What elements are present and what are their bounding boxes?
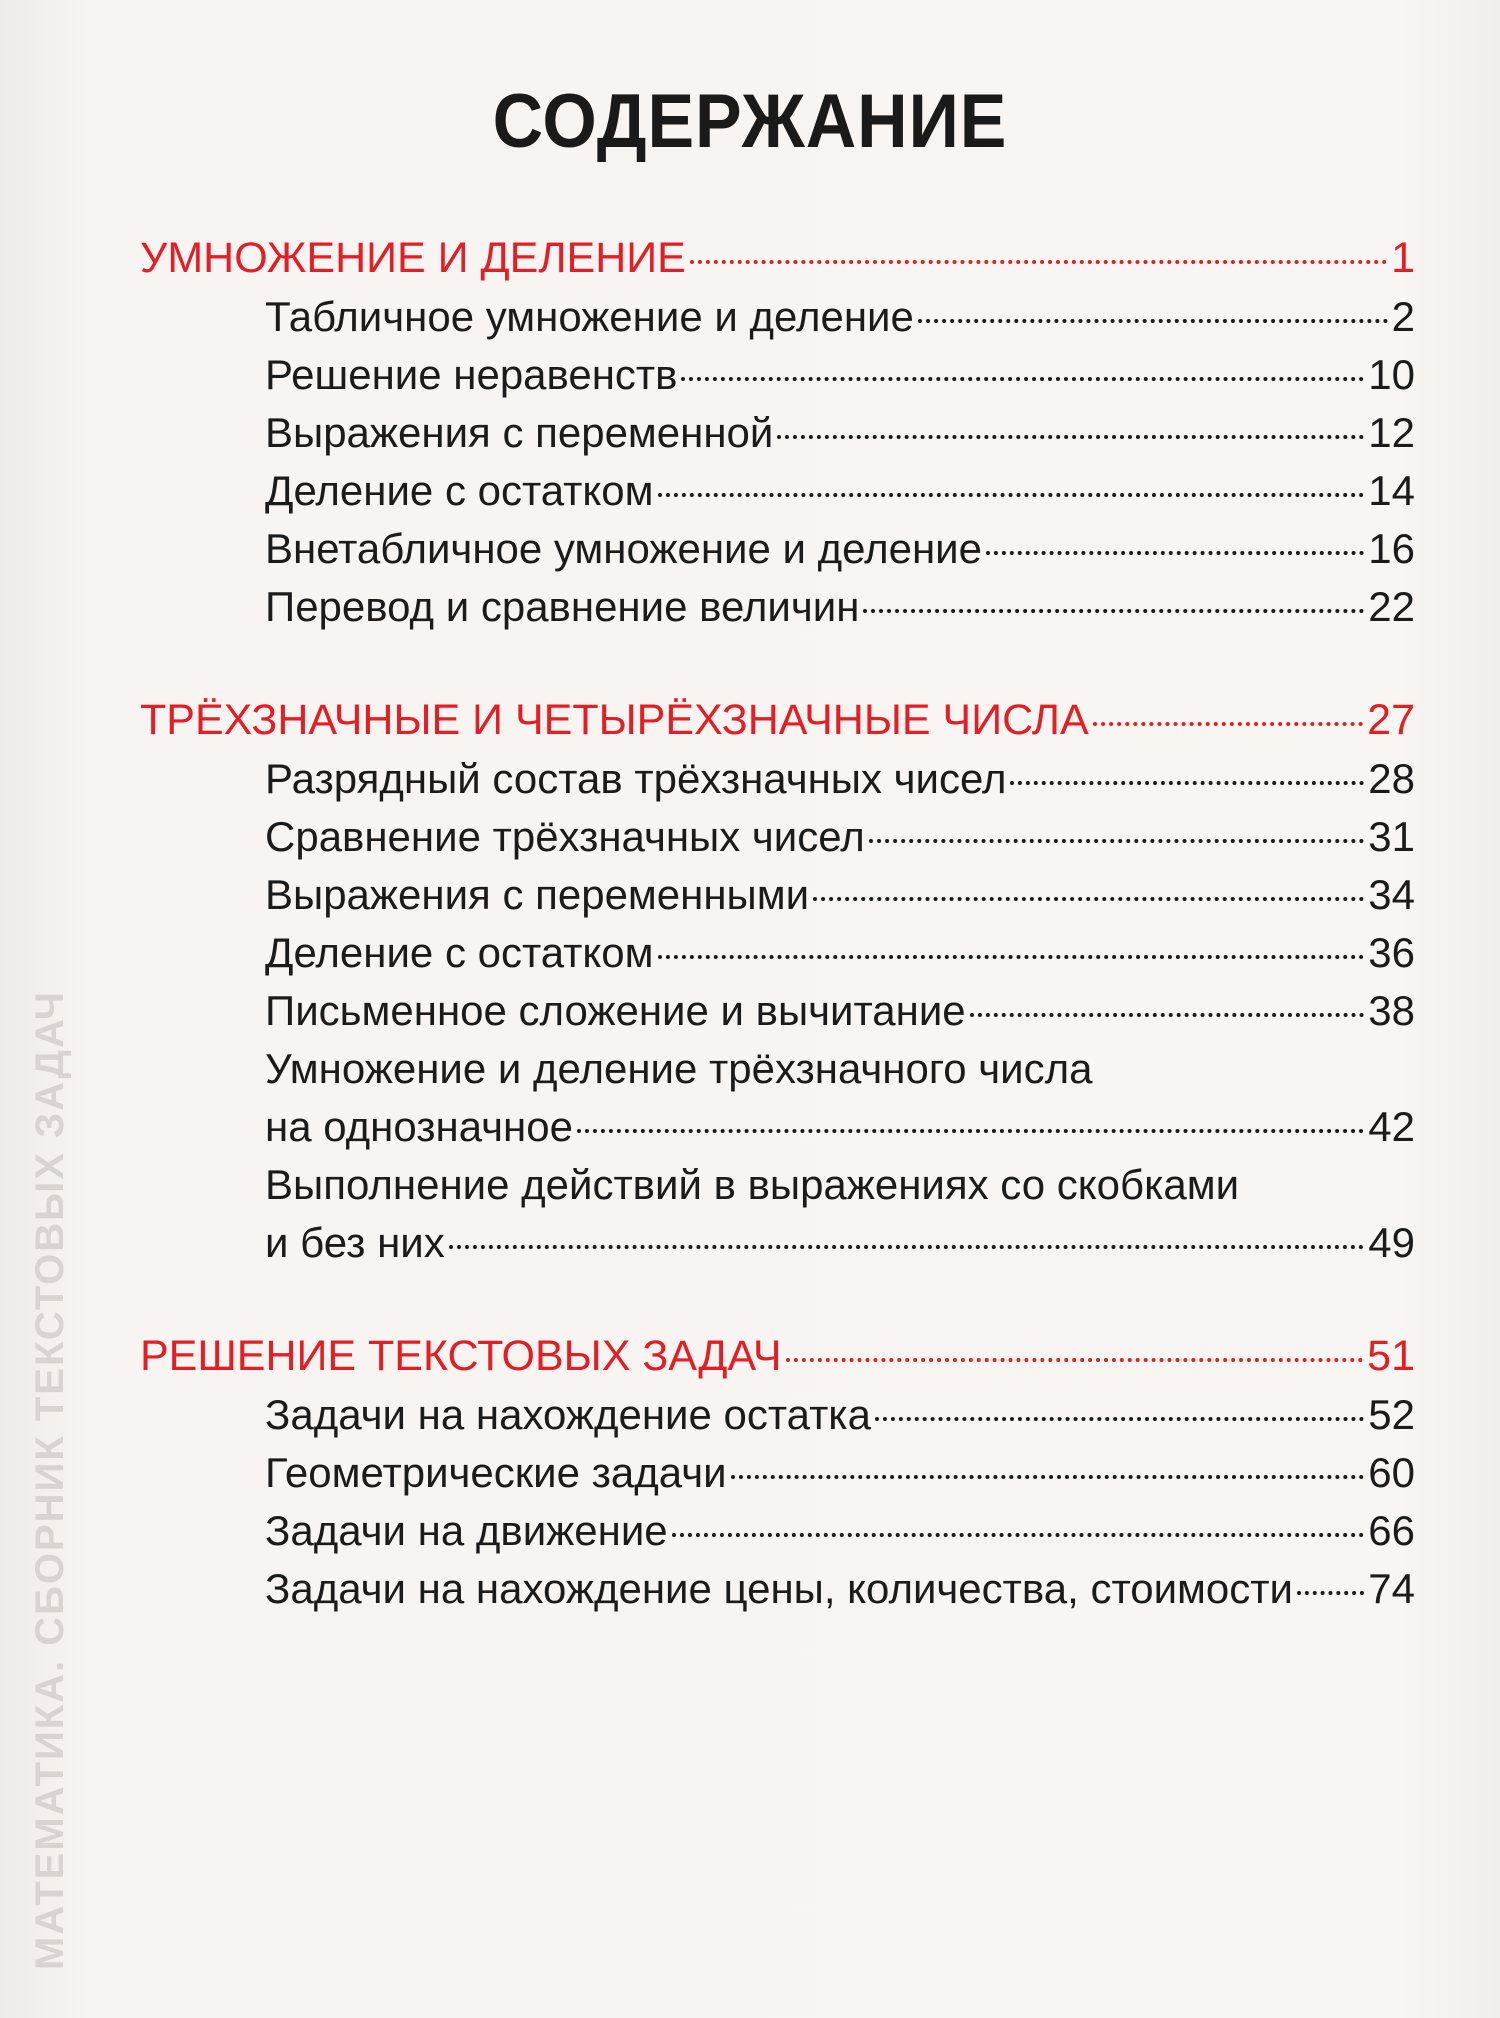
dot-leader <box>970 1013 1365 1017</box>
toc-entry-multiline[interactable] <box>140 1156 1415 1272</box>
table-of-contents <box>140 228 1415 1672</box>
dot-leader <box>813 897 1364 901</box>
entry-page-number: 34 <box>1368 871 1415 918</box>
section-title: РЕШЕНИЕ ТЕКСТОВЫХ ЗАДАЧ <box>140 1332 782 1380</box>
entry-title: Деление с остатком <box>265 467 654 514</box>
toc-entry[interactable] <box>140 1502 1415 1560</box>
toc-entry[interactable] <box>140 982 1415 1040</box>
entry-title: Выражения с переменными <box>265 871 810 918</box>
toc-entry[interactable] <box>140 578 1415 636</box>
entry-title: Письменное сложение и вычитание <box>265 987 966 1034</box>
entry-page-number: 49 <box>1368 1219 1415 1266</box>
dot-leader <box>869 839 1365 843</box>
entry-title: Табличное умножение и деление <box>265 293 914 340</box>
dot-leader <box>986 551 1364 555</box>
toc-section-heading[interactable] <box>140 690 1415 750</box>
entry-title: Задачи на нахождение цены, количества, стоимости <box>265 1565 1293 1612</box>
entry-title: Сравнение трёхзначных чисел <box>265 813 865 860</box>
entry-title: Задачи на движение <box>265 1507 668 1554</box>
section-title: УМНОЖЕНИЕ И ДЕЛЕНИЕ <box>140 234 686 282</box>
spine-text: МАТЕМАТИКА. СБОРНИК ТЕКСТОВЫХ ЗАДАЧ <box>28 990 72 1970</box>
toc-section-heading[interactable] <box>140 1326 1415 1386</box>
entry-title: Решение неравенств <box>265 351 678 398</box>
entry-title: на однозначное <box>265 1103 573 1150</box>
entry-page-number: 66 <box>1368 1507 1415 1554</box>
dot-leader <box>672 1533 1365 1537</box>
entry-page-number: 14 <box>1368 467 1415 514</box>
entry-page-number: 36 <box>1368 929 1415 976</box>
entry-page-number: 74 <box>1368 1565 1415 1612</box>
entry-title: Перевод и сравнение величин <box>265 583 860 630</box>
toc-entry-last-line <box>140 1214 1415 1272</box>
dot-leader <box>690 260 1387 264</box>
toc-entry[interactable] <box>140 808 1415 866</box>
entry-page-number: 42 <box>1368 1103 1415 1150</box>
entry-page-number: 16 <box>1368 525 1415 572</box>
dot-leader <box>875 1417 1364 1421</box>
entry-title: Внетабличное умножение и деление <box>265 525 982 572</box>
entry-title: Геометрические задачи <box>265 1449 727 1496</box>
entry-title-line1: Выполнение действий в выражениях со скобками <box>265 1161 1240 1208</box>
dot-leader <box>918 319 1388 323</box>
entry-page-number: 31 <box>1368 813 1415 860</box>
toc-entry[interactable] <box>140 1386 1415 1444</box>
entry-page-number: 28 <box>1368 755 1415 802</box>
toc-entry[interactable] <box>140 924 1415 982</box>
section-page-number: 27 <box>1367 696 1415 744</box>
toc-section <box>140 690 1415 1272</box>
dot-leader <box>863 609 1364 613</box>
entry-page-number: 38 <box>1368 987 1415 1034</box>
dot-leader <box>1093 722 1364 726</box>
toc-entry[interactable] <box>140 462 1415 520</box>
dot-leader <box>449 1245 1365 1249</box>
section-page-number: 51 <box>1367 1332 1415 1380</box>
toc-entry-multiline[interactable] <box>140 1040 1415 1156</box>
toc-entry[interactable] <box>140 404 1415 462</box>
toc-entry[interactable] <box>140 866 1415 924</box>
toc-entry[interactable] <box>140 1560 1415 1618</box>
entry-title: Задачи на нахождение остатка <box>265 1391 871 1438</box>
dot-leader <box>1010 781 1364 785</box>
entry-title: Разрядный состав трёхзначных чисел <box>265 755 1007 802</box>
entry-page-number: 2 <box>1391 293 1415 340</box>
entry-page-number: 10 <box>1368 351 1415 398</box>
entry-title: Деление с остатком <box>265 929 654 976</box>
toc-section-heading[interactable] <box>140 228 1415 288</box>
entry-page-number: 60 <box>1368 1449 1415 1496</box>
dot-leader <box>681 377 1364 381</box>
entry-page-number: 52 <box>1368 1391 1415 1438</box>
entry-title: и без них <box>265 1219 445 1266</box>
section-title: ТРЁХЗНАЧНЫЕ И ЧЕТЫРЁХЗНАЧНЫЕ ЧИСЛА <box>140 696 1089 744</box>
section-page-number: 1 <box>1391 234 1415 282</box>
entry-title: Выражения с переменной <box>265 409 774 456</box>
dot-leader <box>658 955 1365 959</box>
dot-leader <box>1297 1591 1364 1595</box>
toc-section <box>140 228 1415 636</box>
toc-entry[interactable] <box>140 1444 1415 1502</box>
toc-entry[interactable] <box>140 346 1415 404</box>
dot-leader <box>777 435 1364 439</box>
entry-page-number: 22 <box>1368 583 1415 630</box>
dot-leader <box>786 1358 1364 1362</box>
toc-section <box>140 1326 1415 1618</box>
dot-leader <box>577 1129 1364 1133</box>
page-title: СОДЕРЖАНИЕ <box>492 79 1008 164</box>
entry-title-line1: Умножение и деление трёхзначного числа <box>265 1045 1093 1092</box>
toc-entry[interactable] <box>140 520 1415 578</box>
toc-entry[interactable] <box>140 750 1415 808</box>
entry-page-number: 12 <box>1368 409 1415 456</box>
dot-leader <box>731 1475 1365 1479</box>
toc-entry-last-line <box>140 1098 1415 1156</box>
toc-entry[interactable] <box>140 288 1415 346</box>
dot-leader <box>658 493 1365 497</box>
